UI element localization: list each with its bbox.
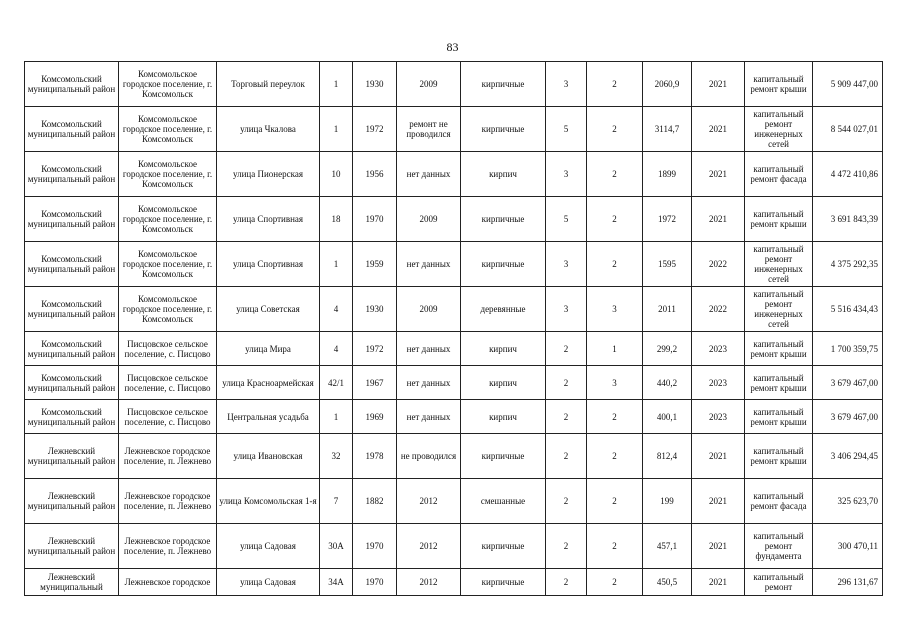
repair-type-cell: капитальный ремонт крыши [745, 197, 813, 242]
wall-material-cell: кирпичные [461, 62, 546, 107]
repair-year-cell: 2023 [692, 366, 745, 400]
area-cell: 2060,9 [643, 62, 692, 107]
repair-type-cell: капитальный ремонт фасада [745, 152, 813, 197]
street-cell: улица Мира [217, 332, 320, 366]
repair-year-cell: 2022 [692, 242, 745, 287]
street-cell: улица Спортивная [217, 197, 320, 242]
repair-type-cell: капитальный ремонт крыши [745, 366, 813, 400]
wall-material-cell: смешанные [461, 479, 546, 524]
build-year-cell: 1956 [353, 152, 397, 197]
entrances-cell: 2 [587, 107, 643, 152]
area-cell: 199 [643, 479, 692, 524]
build-year-cell: 1970 [353, 197, 397, 242]
last-repair-cell: 2009 [397, 62, 461, 107]
floors-cell: 2 [546, 400, 587, 434]
cost-cell: 3 679 467,00 [813, 366, 883, 400]
area-cell: 3114,7 [643, 107, 692, 152]
build-year-cell: 1967 [353, 366, 397, 400]
district-cell: Комсомольский муниципальный район [25, 400, 119, 434]
area-cell: 812,4 [643, 434, 692, 479]
settlement-cell: Лежневское городское [119, 569, 217, 596]
wall-material-cell: кирпичные [461, 569, 546, 596]
entrances-cell: 2 [587, 152, 643, 197]
repair-type-cell: капитальный ремонт крыши [745, 62, 813, 107]
cost-cell: 1 700 359,75 [813, 332, 883, 366]
settlement-cell: Комсомольское городское поселение, г. Комсомольск [119, 152, 217, 197]
area-cell: 400,1 [643, 400, 692, 434]
area-cell: 2011 [643, 287, 692, 332]
house-number-cell: 18 [320, 197, 353, 242]
district-cell: Лежневский муниципальный [25, 569, 119, 596]
wall-material-cell: кирпич [461, 366, 546, 400]
house-number-cell: 32 [320, 434, 353, 479]
cost-cell: 5 909 447,00 [813, 62, 883, 107]
area-cell: 1899 [643, 152, 692, 197]
table-row [25, 242, 883, 287]
wall-material-cell: кирпичные [461, 524, 546, 569]
last-repair-cell: 2012 [397, 479, 461, 524]
house-number-cell: 1 [320, 107, 353, 152]
repair-year-cell: 2021 [692, 107, 745, 152]
last-repair-cell: 2009 [397, 287, 461, 332]
entrances-cell: 1 [587, 332, 643, 366]
table-row [25, 366, 883, 400]
last-repair-cell: нет данных [397, 152, 461, 197]
wall-material-cell: кирпич [461, 400, 546, 434]
settlement-cell: Писцовское сельское поселение, с. Писцово [119, 400, 217, 434]
table-row [25, 332, 883, 366]
house-number-cell: 42/1 [320, 366, 353, 400]
street-cell: улица Ивановская [217, 434, 320, 479]
house-number-cell: 30А [320, 524, 353, 569]
repair-type-cell: капитальный ремонт крыши [745, 400, 813, 434]
house-number-cell: 1 [320, 400, 353, 434]
last-repair-cell: нет данных [397, 366, 461, 400]
repair-year-cell: 2021 [692, 479, 745, 524]
cost-cell: 4 375 292,35 [813, 242, 883, 287]
cost-cell: 300 470,11 [813, 524, 883, 569]
entrances-cell: 2 [587, 434, 643, 479]
floors-cell: 5 [546, 197, 587, 242]
repair-year-cell: 2021 [692, 152, 745, 197]
last-repair-cell: 2012 [397, 569, 461, 596]
table-row [25, 287, 883, 332]
district-cell: Лежневский муниципальный район [25, 479, 119, 524]
build-year-cell: 1970 [353, 569, 397, 596]
entrances-cell: 2 [587, 197, 643, 242]
entrances-cell: 2 [587, 479, 643, 524]
entrances-cell: 3 [587, 366, 643, 400]
build-year-cell: 1930 [353, 62, 397, 107]
area-cell: 1595 [643, 242, 692, 287]
repair-type-cell: капитальный ремонт крыши [745, 332, 813, 366]
build-year-cell: 1978 [353, 434, 397, 479]
street-cell: улица Советская [217, 287, 320, 332]
district-cell: Комсомольский муниципальный район [25, 62, 119, 107]
cost-cell: 3 406 294,45 [813, 434, 883, 479]
repair-year-cell: 2021 [692, 569, 745, 596]
repair-type-cell: капитальный ремонт инженерных сетей [745, 107, 813, 152]
house-number-cell: 1 [320, 62, 353, 107]
floors-cell: 2 [546, 569, 587, 596]
settlement-cell: Комсомольское городское поселение, г. Комсомольск [119, 107, 217, 152]
last-repair-cell: не проводился [397, 434, 461, 479]
repair-year-cell: 2021 [692, 197, 745, 242]
street-cell: улица Красноармейская [217, 366, 320, 400]
cost-cell: 5 516 434,43 [813, 287, 883, 332]
street-cell: Торговый переулок [217, 62, 320, 107]
house-number-cell: 7 [320, 479, 353, 524]
cost-cell: 296 131,67 [813, 569, 883, 596]
last-repair-cell: нет данных [397, 400, 461, 434]
settlement-cell: Лежневское городское поселение, п. Лежнево [119, 479, 217, 524]
cost-cell: 4 472 410,86 [813, 152, 883, 197]
settlement-cell: Комсомольское городское поселение, г. Комсомольск [119, 197, 217, 242]
housing-repair-table [24, 61, 883, 596]
repair-year-cell: 2021 [692, 524, 745, 569]
build-year-cell: 1930 [353, 287, 397, 332]
floors-cell: 5 [546, 107, 587, 152]
cost-cell: 3 679 467,00 [813, 400, 883, 434]
entrances-cell: 2 [587, 569, 643, 596]
area-cell: 450,5 [643, 569, 692, 596]
street-cell: улица Чкалова [217, 107, 320, 152]
house-number-cell: 1 [320, 242, 353, 287]
floors-cell: 3 [546, 62, 587, 107]
repair-type-cell: капитальный ремонт [745, 569, 813, 596]
district-cell: Комсомольский муниципальный район [25, 242, 119, 287]
table-row [25, 62, 883, 107]
wall-material-cell: деревянные [461, 287, 546, 332]
district-cell: Комсомольский муниципальный район [25, 107, 119, 152]
last-repair-cell: 2012 [397, 524, 461, 569]
repair-year-cell: 2022 [692, 287, 745, 332]
house-number-cell: 4 [320, 332, 353, 366]
house-number-cell: 4 [320, 287, 353, 332]
street-cell: улица Пионерская [217, 152, 320, 197]
last-repair-cell: 2009 [397, 197, 461, 242]
street-cell: улица Комсомольская 1-я [217, 479, 320, 524]
house-number-cell: 10 [320, 152, 353, 197]
repair-year-cell: 2021 [692, 62, 745, 107]
repair-year-cell: 2023 [692, 400, 745, 434]
district-cell: Комсомольский муниципальный район [25, 332, 119, 366]
floors-cell: 3 [546, 242, 587, 287]
table-row [25, 479, 883, 524]
last-repair-cell: ремонт не проводился [397, 107, 461, 152]
district-cell: Комсомольский муниципальный район [25, 197, 119, 242]
settlement-cell: Комсомольское городское поселение, г. Комсомольск [119, 62, 217, 107]
floors-cell: 3 [546, 152, 587, 197]
build-year-cell: 1882 [353, 479, 397, 524]
table-row [25, 569, 883, 596]
floors-cell: 2 [546, 332, 587, 366]
last-repair-cell: нет данных [397, 242, 461, 287]
settlement-cell: Писцовское сельское поселение, с. Писцово [119, 366, 217, 400]
repair-year-cell: 2021 [692, 434, 745, 479]
wall-material-cell: кирпичные [461, 434, 546, 479]
entrances-cell: 3 [587, 287, 643, 332]
build-year-cell: 1972 [353, 107, 397, 152]
wall-material-cell: кирпичные [461, 197, 546, 242]
floors-cell: 3 [546, 287, 587, 332]
entrances-cell: 2 [587, 400, 643, 434]
entrances-cell: 2 [587, 62, 643, 107]
build-year-cell: 1959 [353, 242, 397, 287]
area-cell: 1972 [643, 197, 692, 242]
repair-type-cell: капитальный ремонт инженерных сетей [745, 242, 813, 287]
area-cell: 457,1 [643, 524, 692, 569]
street-cell: улица Садовая [217, 524, 320, 569]
floors-cell: 2 [546, 524, 587, 569]
build-year-cell: 1972 [353, 332, 397, 366]
wall-material-cell: кирпич [461, 152, 546, 197]
build-year-cell: 1969 [353, 400, 397, 434]
area-cell: 440,2 [643, 366, 692, 400]
repair-type-cell: капитальный ремонт фасада [745, 479, 813, 524]
build-year-cell: 1970 [353, 524, 397, 569]
repair-type-cell: капитальный ремонт фундамента [745, 524, 813, 569]
table-row [25, 107, 883, 152]
settlement-cell: Лежневское городское поселение, п. Лежнево [119, 524, 217, 569]
district-cell: Комсомольский муниципальный район [25, 287, 119, 332]
repair-type-cell: капитальный ремонт крыши [745, 434, 813, 479]
entrances-cell: 2 [587, 242, 643, 287]
settlement-cell: Комсомольское городское поселение, г. Комсомольск [119, 242, 217, 287]
street-cell: улица Спортивная [217, 242, 320, 287]
wall-material-cell: кирпичные [461, 107, 546, 152]
repair-type-cell: капитальный ремонт инженерных сетей [745, 287, 813, 332]
table-row [25, 152, 883, 197]
district-cell: Лежневский муниципальный район [25, 524, 119, 569]
area-cell: 299,2 [643, 332, 692, 366]
settlement-cell: Писцовское сельское поселение, с. Писцово [119, 332, 217, 366]
street-cell: улица Садовая [217, 569, 320, 596]
settlement-cell: Комсомольское городское поселение, г. Комсомольск [119, 287, 217, 332]
district-cell: Комсомольский муниципальный район [25, 366, 119, 400]
cost-cell: 325 623,70 [813, 479, 883, 524]
house-number-cell: 34А [320, 569, 353, 596]
table-row [25, 400, 883, 434]
repair-year-cell: 2023 [692, 332, 745, 366]
floors-cell: 2 [546, 434, 587, 479]
cost-cell: 3 691 843,39 [813, 197, 883, 242]
district-cell: Комсомольский муниципальный район [25, 152, 119, 197]
table-row [25, 197, 883, 242]
last-repair-cell: нет данных [397, 332, 461, 366]
street-cell: Центральная усадьба [217, 400, 320, 434]
table-row [25, 434, 883, 479]
table-row [25, 524, 883, 569]
settlement-cell: Лежневское городское поселение, п. Лежнево [119, 434, 217, 479]
entrances-cell: 2 [587, 524, 643, 569]
wall-material-cell: кирпичные [461, 242, 546, 287]
floors-cell: 2 [546, 366, 587, 400]
district-cell: Лежневский муниципальный район [25, 434, 119, 479]
wall-material-cell: кирпич [461, 332, 546, 366]
page-number: 83 [446, 40, 459, 54]
cost-cell: 8 544 027,01 [813, 107, 883, 152]
floors-cell: 2 [546, 479, 587, 524]
